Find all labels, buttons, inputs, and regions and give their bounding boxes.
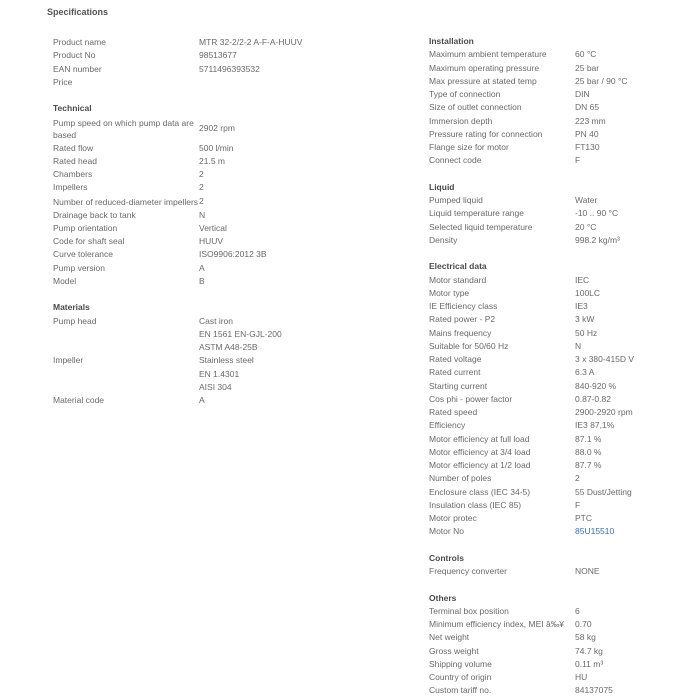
spec-row — [53, 142, 383, 155]
spec-label: Cos phi - power factor — [429, 393, 513, 404]
spec-label: Pump orientation — [53, 222, 118, 233]
motor-no-link[interactable]: 85U15510 — [575, 526, 615, 537]
spec-row — [53, 63, 383, 76]
spec-value: MTR 32-2/2-2 A-F-A-HUUV — [199, 37, 303, 47]
spec-row — [53, 181, 383, 194]
spec-label: Number of poles — [429, 473, 492, 484]
spec-value: 25 bar / 90 °C — [575, 75, 628, 86]
spec-label: Motor protec — [429, 513, 477, 523]
spec-value: 840-920 % — [575, 380, 617, 391]
spec-row — [429, 618, 679, 631]
section-materials — [53, 301, 383, 407]
spec-value: F — [575, 155, 581, 166]
spec-label: Country of origin — [429, 672, 492, 682]
spec-label: Motor No — [429, 526, 464, 537]
section-heading: Materials — [53, 302, 90, 313]
spec-value: 3 x 380-415D V — [575, 354, 635, 364]
spec-value-line: AISI 304 — [199, 381, 232, 392]
page-title: Specifications — [47, 7, 109, 17]
spec-label: Pressure rating for connection — [429, 128, 543, 139]
spec-row — [53, 36, 383, 49]
spec-label: EAN number — [53, 63, 102, 74]
spec-row — [429, 645, 679, 658]
spec-label: Selected liquid temperature — [429, 221, 533, 232]
spec-label: Pump speed on which pump data are based — [53, 117, 194, 140]
spec-row — [53, 394, 383, 407]
spec-row — [429, 101, 679, 114]
spec-label: Maximum ambient temperature — [429, 49, 547, 60]
section-heading: Liquid — [429, 181, 455, 192]
spec-label: Rated flow — [53, 142, 94, 153]
spec-row — [429, 194, 679, 207]
spec-label: IE Efficiency class — [429, 301, 498, 311]
spec-value: HUUV — [199, 236, 224, 246]
spec-label: Density — [429, 234, 458, 245]
spec-value: IE3 — [575, 301, 588, 311]
spec-row — [429, 486, 679, 499]
spec-row — [429, 221, 679, 234]
spec-label: Suitable for 50/60 Hz — [429, 340, 509, 351]
spec-value-line: Stainless steel — [199, 355, 254, 366]
spec-value: 2 — [199, 169, 204, 179]
spec-row — [429, 631, 679, 644]
spec-label: Shipping volume — [429, 658, 492, 669]
spec-row — [429, 671, 679, 684]
section-general — [53, 36, 383, 89]
spec-row — [429, 154, 679, 167]
spec-row — [429, 499, 679, 512]
spec-label: Terminal box position — [429, 605, 509, 616]
spec-value: 88.0 % — [575, 446, 602, 457]
spec-value: Water — [575, 195, 598, 205]
spec-row — [53, 155, 383, 168]
spec-value: NONE — [575, 566, 600, 576]
spec-label: Impeller — [53, 355, 84, 366]
spec-row — [429, 287, 679, 300]
spec-value: F — [575, 499, 581, 510]
spec-label: Max pressure at stated temp — [429, 75, 537, 86]
spec-value: A — [199, 395, 205, 405]
spec-value: 6.3 A — [575, 367, 595, 378]
spec-label: Mains frequency — [429, 327, 492, 338]
spec-label: Motor efficiency at full load — [429, 433, 530, 444]
spec-row — [429, 340, 679, 353]
spec-row — [429, 62, 679, 75]
section-heading: Electrical data — [429, 261, 487, 272]
spec-value: DN 65 — [575, 102, 600, 113]
spec-label: Code for shaft seal — [53, 236, 125, 246]
spec-row — [53, 262, 383, 275]
spec-value: 5711496393532 — [199, 63, 260, 74]
spec-label: Rated head — [53, 155, 97, 166]
spec-row — [429, 366, 679, 379]
spec-label: Custom tariff no. — [429, 685, 492, 696]
spec-row — [429, 684, 679, 697]
spec-value: Vertical — [199, 222, 227, 233]
spec-row — [429, 380, 679, 393]
spec-value: DIN — [575, 89, 590, 99]
spec-label: Efficiency — [429, 420, 466, 431]
spec-label: Motor standard — [429, 274, 487, 285]
spec-value: 55 Dust/Jetting — [575, 486, 632, 497]
spec-value: 100LC — [575, 287, 601, 298]
section-heading: Others — [429, 592, 457, 603]
spec-row — [429, 525, 679, 538]
spec-value: 2900-2920 rpm — [575, 407, 633, 417]
spec-row — [429, 512, 679, 525]
section-controls — [429, 552, 679, 579]
spec-value: 58 kg — [575, 632, 596, 643]
spec-value: 0.70 — [575, 619, 592, 629]
spec-label: Connect code — [429, 155, 482, 166]
spec-value-line: Cast iron — [199, 315, 234, 326]
spec-row — [429, 433, 679, 446]
spec-row — [53, 315, 383, 355]
spec-row — [429, 141, 679, 154]
section-heading: Installation — [429, 36, 474, 46]
spec-row — [53, 354, 383, 394]
spec-label: Rated power - P2 — [429, 314, 496, 325]
spec-row — [53, 235, 383, 248]
spec-value: FT130 — [575, 142, 600, 152]
spec-value: N — [575, 340, 582, 351]
spec-value: 2902 rpm — [199, 122, 235, 133]
spec-row — [429, 353, 679, 366]
spec-label: Price — [53, 76, 73, 87]
spec-row — [429, 472, 679, 485]
spec-label: Liquid temperature range — [429, 208, 524, 219]
spec-label: Impellers — [53, 182, 88, 193]
spec-label: Material code — [53, 395, 105, 405]
spec-row — [429, 658, 679, 671]
spec-value: 0.11 m³ — [575, 658, 604, 669]
spec-label: Starting current — [429, 380, 488, 391]
spec-row — [429, 446, 679, 459]
spec-label: Curve tolerance — [53, 249, 114, 260]
spec-row — [429, 419, 679, 432]
spec-value — [199, 354, 383, 394]
spec-row — [429, 88, 679, 101]
spec-row — [53, 116, 383, 142]
spec-row — [429, 406, 679, 419]
spec-row — [53, 168, 383, 181]
spec-row — [429, 327, 679, 340]
spec-value: 50 Hz — [575, 327, 598, 338]
spec-row — [429, 75, 679, 88]
spec-row — [429, 605, 679, 618]
spec-row — [429, 313, 679, 326]
spec-label: Gross weight — [429, 645, 479, 656]
spec-label: Minimum efficiency index, MEI â‰¥ — [429, 619, 564, 629]
spec-value: 2 — [575, 473, 580, 484]
spec-value: 87.1 % — [575, 433, 602, 444]
spec-value: 20 °C — [575, 221, 597, 232]
spec-value: 0.87-0.82 — [575, 393, 611, 404]
section-technical — [53, 102, 383, 288]
spec-row — [53, 195, 383, 209]
spec-row — [53, 76, 383, 89]
spec-value: ISO9906:2012 3B — [199, 249, 267, 260]
spec-value: IE3 87,1% — [575, 420, 615, 431]
spec-value: 2 — [199, 195, 204, 206]
spec-label: Pump version — [53, 262, 105, 273]
spec-label: Type of connection — [429, 89, 501, 99]
spec-label: Product name — [53, 37, 106, 47]
spec-row — [429, 234, 679, 247]
spec-row — [429, 115, 679, 128]
spec-row — [429, 300, 679, 313]
spec-label: Chambers — [53, 169, 93, 179]
spec-value — [199, 315, 383, 355]
spec-value-line: EN 1561 EN-GJL-200 — [199, 328, 282, 339]
spec-label: Motor efficiency at 1/2 load — [429, 460, 531, 470]
spec-value: PTC — [575, 513, 592, 523]
spec-row — [53, 209, 383, 222]
section-liquid — [429, 181, 679, 247]
spec-row — [53, 248, 383, 261]
specs-left-column — [53, 36, 383, 407]
specs-right-column — [429, 35, 679, 698]
spec-value: 2 — [199, 182, 204, 193]
section-heading: Controls — [429, 552, 464, 563]
spec-label: Flange size for motor — [429, 142, 509, 152]
spec-value: 6 — [575, 605, 580, 616]
spec-row — [53, 49, 383, 62]
spec-value: 21.5 m — [199, 155, 225, 166]
spec-value — [199, 76, 383, 89]
spec-row — [53, 275, 383, 288]
spec-value-line: ASTM A48-25B — [199, 342, 258, 352]
spec-label: Enclosure class (IEC 34-5) — [429, 486, 531, 497]
spec-value: PN 40 — [575, 128, 599, 139]
spec-label: Maximum operating pressure — [429, 62, 540, 73]
spec-row — [429, 207, 679, 220]
spec-label: Frequency converter — [429, 566, 507, 576]
spec-value: HU — [575, 672, 588, 682]
spec-value: A — [199, 262, 205, 273]
section-heading: Technical — [53, 103, 92, 114]
spec-value: 3 kW — [575, 314, 595, 325]
spec-label: Size of outlet connection — [429, 102, 522, 113]
spec-row — [429, 565, 679, 578]
spec-row — [429, 393, 679, 406]
section-installation — [429, 35, 679, 168]
spec-row — [429, 48, 679, 61]
spec-label: Drainage back to tank — [53, 209, 136, 220]
spec-label: Motor type — [429, 287, 470, 298]
spec-value: 223 mm — [575, 115, 606, 126]
spec-value: 60 °C — [575, 49, 597, 60]
spec-label: Rated current — [429, 367, 481, 378]
spec-label: Immersion depth — [429, 115, 493, 126]
spec-label: Pumped liquid — [429, 195, 483, 205]
spec-value: IEC — [575, 274, 590, 285]
spec-row — [53, 222, 383, 235]
spec-label: Rated voltage — [429, 354, 482, 364]
spec-value: 84137075 — [575, 685, 613, 696]
spec-label: Product No — [53, 50, 96, 61]
spec-row — [429, 128, 679, 141]
spec-value: 998.2 kg/m³ — [575, 234, 620, 245]
spec-label: Pump head — [53, 315, 97, 326]
spec-label: Insulation class (IEC 85) — [429, 499, 522, 510]
spec-value: 74.7 kg — [575, 645, 603, 656]
spec-value: B — [199, 275, 205, 286]
spec-value: 500 l/min — [199, 142, 234, 153]
section-others — [429, 592, 679, 698]
spec-value: 98513677 — [199, 50, 237, 61]
spec-label: Rated speed — [429, 407, 478, 417]
section-electrical-data — [429, 260, 679, 538]
spec-row — [429, 274, 679, 287]
spec-value: -10 .. 90 °C — [575, 208, 619, 219]
spec-label: Model — [53, 275, 77, 286]
spec-value: 87.7 % — [575, 460, 602, 470]
spec-value-line: EN 1.4301 — [199, 368, 240, 379]
spec-label: Motor efficiency at 3/4 load — [429, 446, 531, 457]
spec-label: Number of reduced-diameter impellers — [53, 196, 199, 207]
spec-row — [429, 459, 679, 472]
spec-value: N — [199, 209, 206, 220]
spec-label: Net weight — [429, 632, 470, 643]
spec-value: 25 bar — [575, 62, 600, 73]
